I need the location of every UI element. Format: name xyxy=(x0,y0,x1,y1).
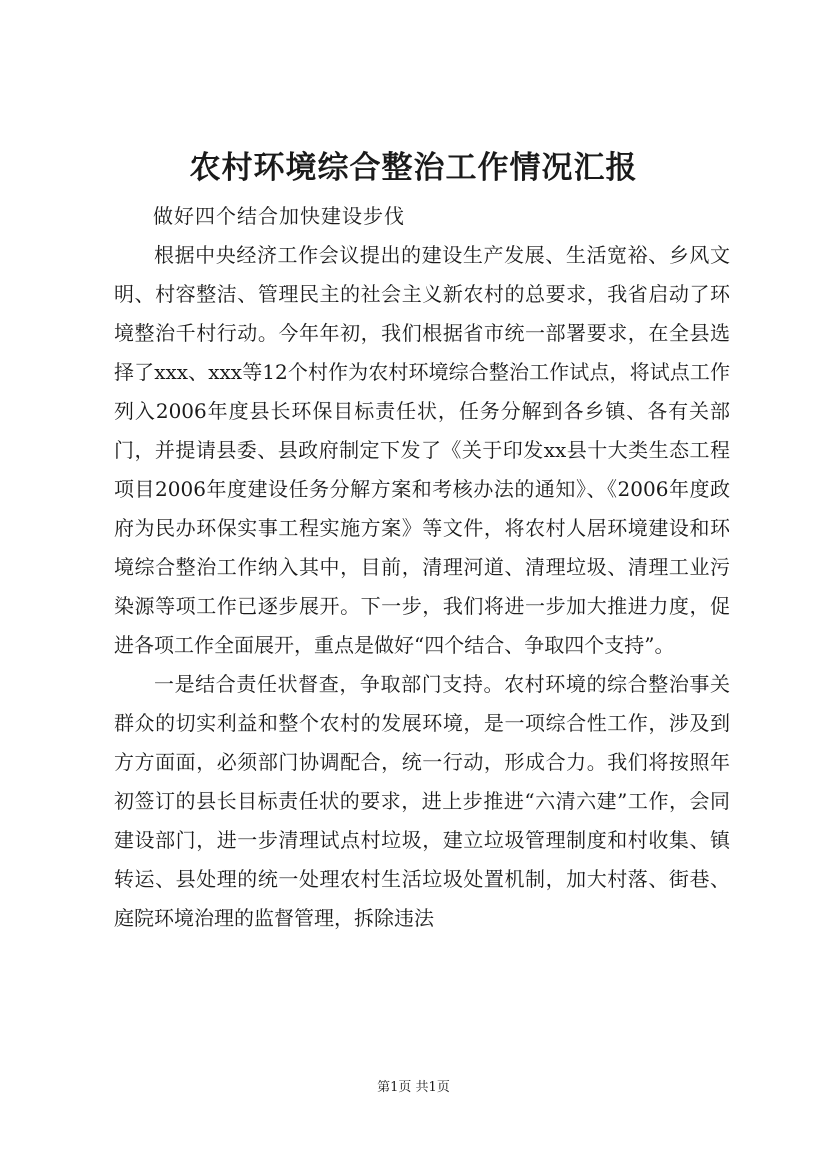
page-footer: 第1页 共1页 xyxy=(377,1080,450,1095)
body-paragraph: 根据中央经济工作会议提出的建设生产发展、生活宽裕、乡风文明、村容整洁、管理民主的社会主义新农村的总要求，我省启动了环境整治千村行动。今年年初，我们根据省市统一部署要求，在全县选择了xxx、xxx等12个村作为农村环境综合整治工作试点，将试点工作列入2006年度县长环保目标责任状，任务分解到各乡镇、各有关部门，并提请县委、县政府制定下发了《关于印发xx县十大类生态工程项目2006年度建设任务分解方案和考核办法的通知》、《2006年度政府为民办环保实事工程实施方案》等文件，将农村人居环境建设和环境综合整治工作纳入其中，目前，清理河道、清理垃圾、清理工业污染源等项工作已逐步展开。下一步，我们将进一步加大推进力度，促进各项工作全面展开，重点是做好“四个结合、争取四个支持”。 xyxy=(114,243,730,657)
body-paragraph: 一是结合责任状督查，争取部门支持。农村环境的综合整治事关群众的切实利益和整个农村的发展环境，是一项综合性工作，涉及到方方面面，必须部门协调配合，统一行动，形成合力。我们将按照年初签订的县长目标责任状的要求，进上步推进“六清六建”工作，会同建设部门，进一步清理试点村垃圾，建立垃圾管理制度和村收集、镇转运、县处理的统一处理农村生活垃圾处置机制，加大村落、街巷、庭院环境治理的监督管理，拆除违法 xyxy=(114,672,730,930)
document-subtitle: 做好四个结合加快建设步伐 xyxy=(153,204,405,228)
document-body xyxy=(114,236,730,938)
document-title: 农村环境综合整治工作情况汇报 xyxy=(189,150,638,186)
